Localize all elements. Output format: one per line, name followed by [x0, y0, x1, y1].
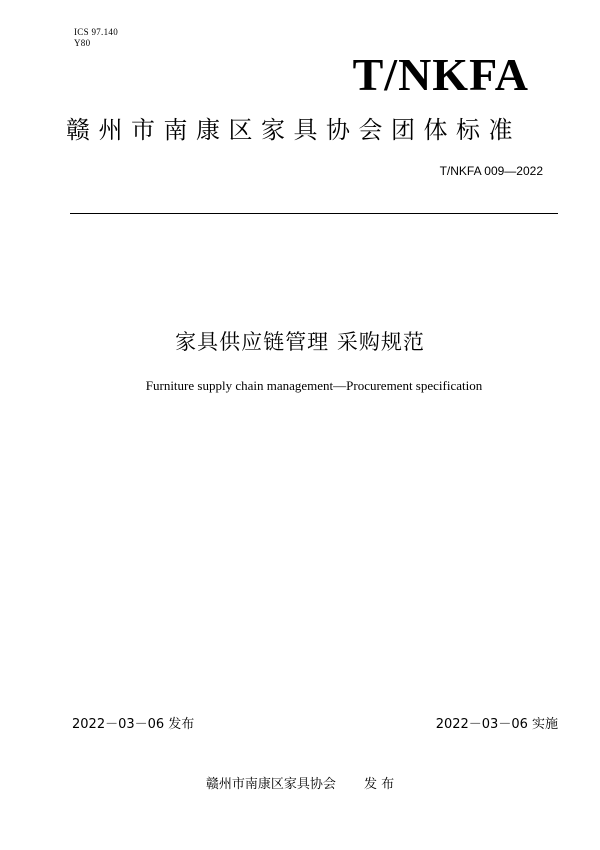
publisher-line: [0, 776, 600, 794]
implement-date: 2022－03－06 实施: [435, 717, 558, 732]
header-divider: [70, 213, 558, 214]
brand-code: T/NKFA: [352, 49, 529, 100]
document-title-en: Furniture supply chain management—Procurement specification: [145, 378, 483, 393]
publisher-name: 赣州市南康区家具协会: [205, 777, 336, 792]
org-standard-title: 赣州市南康区家具协会团体标准: [66, 116, 521, 144]
publish-date: 2022－03－06 发布: [72, 717, 195, 732]
publish-word: 发 布: [363, 777, 395, 792]
standard-number: T/NKFA 009—2022: [439, 164, 543, 178]
ics-code: ICS 97.140: [74, 27, 119, 37]
classification-codes: [74, 27, 118, 49]
ccs-code: Y80: [74, 38, 91, 48]
document-title-zh: 家具供应链管理 采购规范: [175, 330, 425, 354]
